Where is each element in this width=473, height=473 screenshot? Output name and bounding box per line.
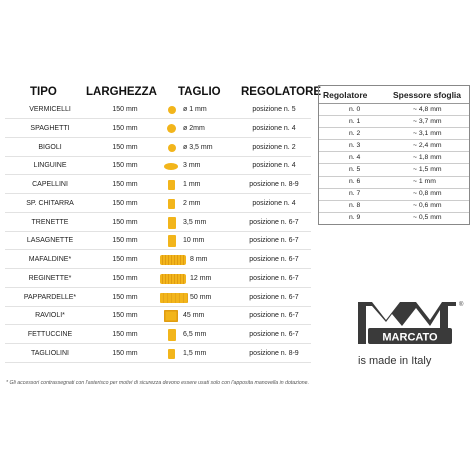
thickness-row [319, 140, 469, 152]
cell-spessore: ~ 1,5 mm [413, 165, 442, 173]
cell-taglio: 1 mm [183, 181, 201, 188]
cell-tipo: PAPPARDELLE* [23, 293, 77, 301]
thickness-row [319, 104, 469, 116]
tagline: is made in Italy [358, 355, 432, 367]
table-row [5, 251, 311, 269]
strip-icon [160, 218, 184, 228]
header-regolatore: REGOLATORE [241, 86, 322, 98]
cell-larghezza: 150 mm [112, 199, 138, 207]
table-row [5, 120, 311, 138]
logo-text: MARCATO [382, 331, 438, 344]
thickness-row [319, 189, 469, 201]
cell-larghezza: 150 mm [112, 143, 138, 151]
cell-tipo: MAFALDINE* [28, 256, 72, 263]
cell-spessore: ~ 3,1 mm [413, 129, 442, 137]
table-row [5, 214, 311, 232]
cell-spessore: ~ 0,6 mm [413, 202, 442, 210]
cell-tipo: TAGLIOLINI [31, 349, 69, 357]
cell-regolatore: posizione n. 8-9 [249, 181, 299, 188]
cell-regolatore: posizione n. 4 [252, 162, 296, 170]
cell-regolatore-n: n. 1 [349, 117, 361, 125]
wide-ribbon-icon [160, 293, 184, 303]
wavy-ribbon-icon [160, 274, 184, 284]
cell-larghezza: 150 mm [112, 218, 138, 226]
cell-regolatore-n: n. 5 [349, 165, 361, 173]
header-regolatore-side: Regolatore [323, 90, 368, 100]
strip-icon [160, 236, 184, 246]
thickness-row [319, 116, 469, 128]
table-row [5, 326, 311, 344]
cell-taglio: ø 1 mm [183, 106, 207, 113]
cell-regolatore: posizione n. 5 [252, 106, 296, 113]
cell-regolatore-n: n. 8 [349, 202, 361, 210]
cell-taglio: 6,5 mm [183, 331, 207, 338]
table-row [5, 176, 311, 194]
thickness-row [319, 128, 469, 140]
cell-tipo: TRENETTE [31, 218, 69, 226]
registered-mark: ® [459, 302, 464, 308]
ellipse-icon [160, 161, 184, 171]
cell-tipo: CAPELLINI [32, 181, 68, 188]
cell-regolatore: posizione n. 8-9 [249, 349, 299, 357]
cell-regolatore-n: n. 6 [349, 178, 361, 186]
cell-regolatore: posizione n. 6-7 [249, 312, 299, 320]
thickness-row [319, 177, 469, 189]
cell-spessore: ~ 1,8 mm [413, 153, 442, 161]
cell-regolatore-n: n. 7 [349, 190, 361, 198]
wavy-ribbon-icon [160, 255, 184, 265]
circle-small-icon [160, 105, 184, 115]
cell-tipo: REGINETTE* [28, 274, 72, 282]
cell-taglio: 3,5 mm [183, 218, 207, 226]
header-larghezza: LARGHEZZA [86, 86, 157, 98]
thickness-table [318, 85, 470, 225]
cell-regolatore-n: n. 0 [349, 105, 361, 113]
cell-larghezza: 150 mm [112, 331, 138, 338]
footnote: * Gli accessori contrassegnati con l'asterisco per motivi di sicurezza devono essere usati solo con l'apposita manovella in dotazione. [6, 380, 310, 386]
cell-tipo: LINGUINE [33, 162, 67, 170]
square-icon [160, 199, 184, 209]
cell-larghezza: 150 mm [112, 162, 138, 170]
cell-regolatore: posizione n. 4 [252, 124, 296, 132]
cell-spessore: ~ 3,7 mm [413, 117, 442, 125]
cell-regolatore-n: n. 4 [349, 153, 361, 161]
table-row [5, 195, 311, 213]
table-row [5, 101, 311, 119]
cell-spessore: ~ 4,8 mm [413, 105, 442, 113]
square-icon [160, 349, 184, 359]
cell-taglio: 50 mm [190, 293, 212, 301]
cell-spessore: ~ 0,8 mm [413, 190, 442, 198]
cell-tipo: LASAGNETTE [26, 237, 74, 245]
cell-tipo: RAVIOLI* [35, 312, 65, 320]
ravioli-icon [160, 311, 184, 321]
cell-larghezza: 150 mm [112, 274, 138, 282]
cell-regolatore: posizione n. 6-7 [249, 274, 299, 282]
thickness-row [319, 164, 469, 176]
thickness-row [319, 152, 469, 164]
cell-taglio: 8 mm [190, 256, 208, 263]
cell-larghezza: 150 mm [112, 312, 138, 320]
cell-tipo: FETTUCCINE [27, 331, 73, 338]
table-row [5, 289, 311, 307]
cell-larghezza: 150 mm [112, 237, 138, 245]
cell-larghezza: 150 mm [112, 256, 138, 263]
header-tipo: TIPO [30, 86, 57, 98]
cell-larghezza: 150 mm [112, 124, 138, 132]
thickness-table-header [319, 86, 469, 104]
cell-regolatore-n: n. 3 [349, 141, 361, 149]
circle-small-icon [160, 143, 184, 153]
header-taglio: TAGLIO [178, 86, 221, 98]
table-row [5, 232, 311, 250]
cell-larghezza: 150 mm [112, 349, 138, 357]
table-row [5, 157, 311, 175]
cell-taglio: ø 3,5 mm [183, 143, 213, 151]
cell-tipo: BIGOLI [38, 143, 62, 151]
cell-taglio: 3 mm [183, 162, 201, 170]
cell-regolatore-n: n. 9 [349, 214, 361, 222]
cell-regolatore: posizione n. 6-7 [249, 293, 299, 301]
square-icon [160, 180, 184, 190]
cell-taglio: 12 mm [190, 274, 212, 282]
cell-regolatore: posizione n. 6-7 [249, 237, 299, 245]
cell-regolatore-n: n. 2 [349, 129, 361, 137]
cell-tipo: VERMICELLI [29, 106, 71, 113]
cell-taglio: 45 mm [183, 312, 205, 320]
table-row [5, 307, 311, 325]
cell-taglio: 2 mm [183, 199, 201, 207]
row-divider [5, 362, 311, 363]
cell-tipo: SP. CHITARRA [26, 199, 74, 207]
table-row [5, 270, 311, 288]
thickness-row [319, 201, 469, 213]
cell-spessore: ~ 1 mm [413, 178, 436, 186]
cell-spessore: ~ 2,4 mm [413, 141, 442, 149]
cell-larghezza: 150 mm [112, 293, 138, 301]
cell-larghezza: 150 mm [112, 181, 138, 188]
cell-regolatore: posizione n. 2 [252, 143, 296, 151]
cell-taglio: ø 2mm [183, 124, 205, 132]
cell-regolatore: posizione n. 6-7 [249, 256, 299, 263]
circle-icon [160, 124, 184, 134]
table-row [5, 139, 311, 157]
cell-regolatore: posizione n. 6-7 [249, 218, 299, 226]
strip-icon [160, 330, 184, 340]
cell-regolatore: posizione n. 4 [252, 199, 296, 207]
cell-tipo: SPAGHETTI [30, 124, 70, 132]
cell-taglio: 1,5 mm [183, 349, 207, 357]
table-row [5, 345, 311, 363]
cell-larghezza: 150 mm [112, 106, 138, 113]
header-spessore: Spessore sfoglia [393, 90, 462, 100]
thickness-row [319, 213, 469, 224]
cell-spessore: ~ 0,5 mm [413, 214, 442, 222]
cell-regolatore: posizione n. 6-7 [249, 331, 299, 338]
cell-taglio: 10 mm [183, 237, 205, 245]
